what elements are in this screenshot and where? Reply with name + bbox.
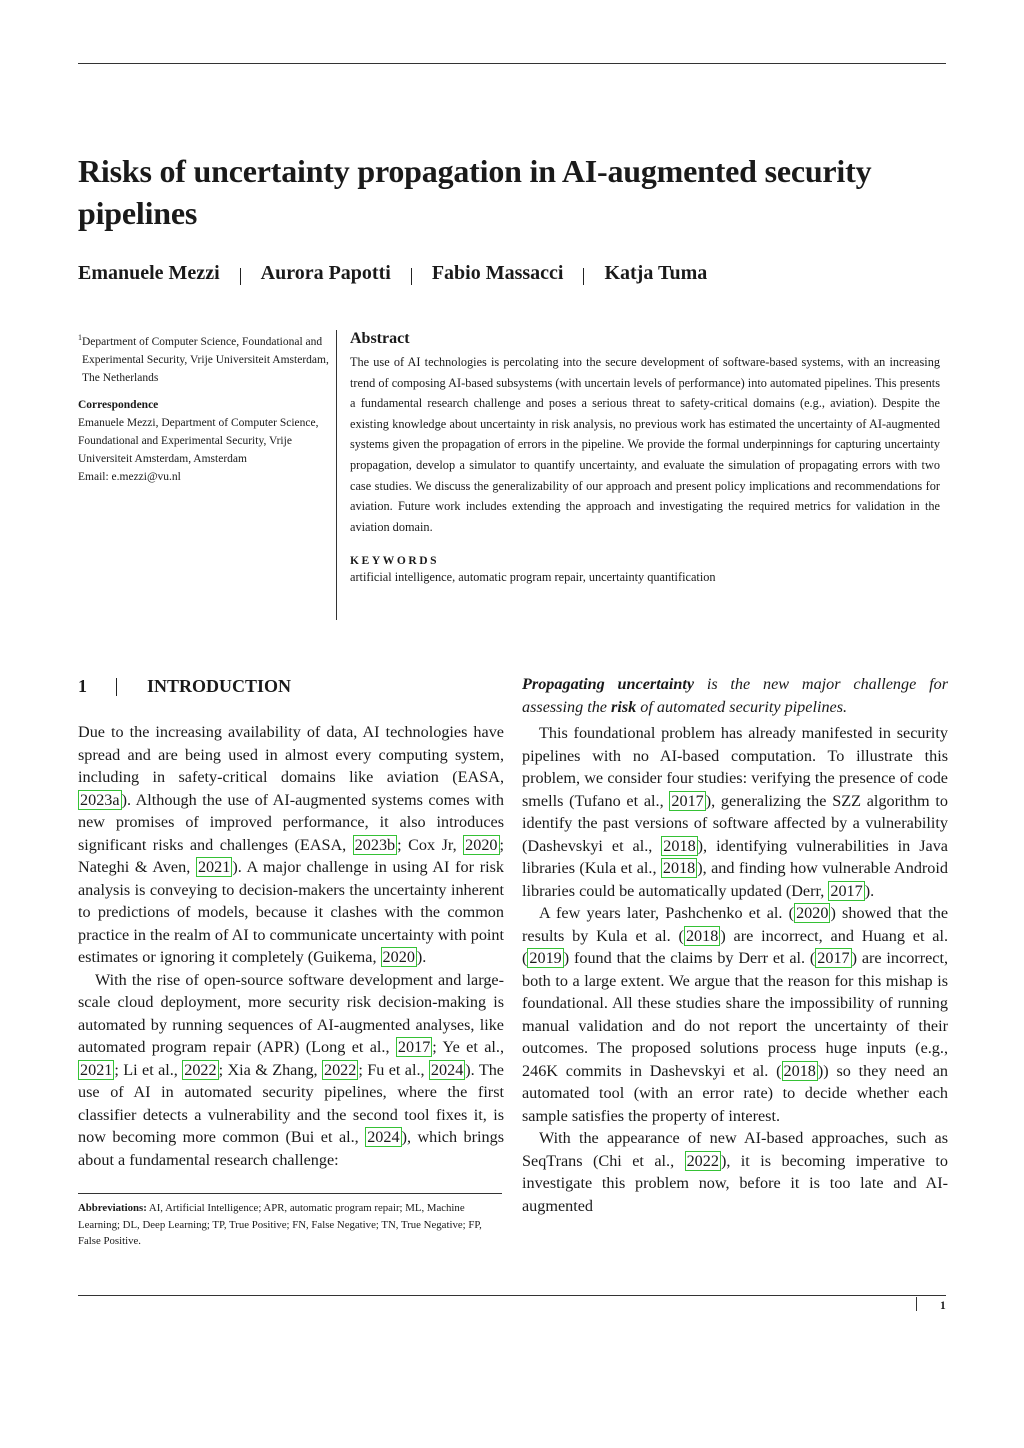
text-run: ; Li et al.,: [114, 1060, 183, 1079]
text-run: ) found that the claims by Derr et al. (: [563, 949, 816, 967]
section-number: 1: [78, 676, 87, 696]
text-run: ).: [416, 948, 427, 966]
footnote-text: AI, Artificial Intelligence; APR, automatic program repair; ML, Machine Learning; DL, Deep Learning; TP, True Positive; FN, False Negative; TN, True Negative; FP, False Positive.: [78, 1202, 482, 1247]
citation-link[interactable]: 2021: [80, 1060, 113, 1079]
page-number: 1: [940, 1300, 946, 1312]
paper-title: Risks of uncertainty propagation in AI-augmented security pipelines: [78, 153, 872, 231]
citation-link[interactable]: 2018: [663, 836, 696, 855]
citation-link[interactable]: 2021: [197, 858, 231, 876]
correspondence-text: Emanuele Mezzi, Department of Computer Science, Foundational and Experimental Security, Vrije Universiteit Amsterdam, Amsterdam: [78, 417, 319, 465]
text-run: ), it is becoming imperative to investigate this problem now, before it is too late and AI-augmented: [522, 1151, 948, 1215]
left-column: [78, 721, 504, 1171]
author-name: Aurora Papotti: [260, 262, 391, 284]
author-separator: [411, 268, 412, 285]
text-run: ; Ye et al.,: [432, 1038, 505, 1056]
header-rule: [78, 63, 946, 64]
text-run: ). Although the use of AI-augmented systems comes with new promises of improved performance, it also introduces significant risks and challenges (EASA,: [78, 790, 504, 854]
citation-link[interactable]: 2022: [686, 1151, 719, 1170]
author-separator: [583, 268, 584, 285]
callout-emphasis: risk: [611, 697, 637, 716]
text-run: of automated security pipelines.: [636, 697, 848, 716]
correspondence-email[interactable]: Email: e.mezzi@vu.nl: [78, 471, 181, 483]
citation-link[interactable]: 2024: [367, 1128, 400, 1146]
text-run: ).: [864, 881, 875, 900]
abstract-text: The use of AI technologies is percolating into the secure development of software-based systems, with an increasing trend of composing AI-based subsystems (with uncertain levels of performance) into automated pipelines. This presents a fundamental research challenge and poses a serious threat to safety-critical domains (e.g., aviation). Despite the existing knowledge about uncertainty in risk analysis, no previous work has estimated the uncertainty of AI-augmented systems given the propagation of errors in the pipeline. We provide the formal underpinnings for capturing uncertainty propagation, develop a simulator to quantify uncertainty, and evaluate the simulation of propagating errors with two case studies. We discuss the generalizability of our approach and present policy implications and recommendations for aviation. Future work includes extending the approach and investigating the required metrics for validation in the aviation domain.: [350, 355, 940, 534]
paragraph: [522, 1127, 948, 1217]
citation-link[interactable]: 2019: [529, 949, 562, 967]
text-run: ; Fu et al.,: [358, 1060, 429, 1079]
text-run: ), identifying vulnerabilities in Java libraries (Kula et al.,: [522, 836, 948, 877]
section-heading: [78, 676, 504, 697]
right-column: [522, 673, 948, 1217]
text-run: ; Cox Jr,: [397, 835, 464, 854]
citation-link[interactable]: 2024: [430, 1060, 464, 1079]
text-run: A few years later, Pashchenko et al. (: [539, 904, 795, 922]
footer-rule: [78, 1295, 946, 1296]
citation-link[interactable]: 2020: [465, 835, 498, 854]
citation-link[interactable]: 2020: [796, 904, 829, 922]
text-run: Due to the increasing availability of data, AI technologies have spread and are being used in almost every computing system, including in safety-critical domains like aviation (EASA,: [78, 723, 504, 786]
author-list: [78, 262, 978, 285]
author-name: Emanuele Mezzi: [78, 262, 220, 284]
paragraph: [78, 721, 504, 969]
citation-link[interactable]: 2017: [817, 949, 850, 967]
correspondence-heading: Correspondence: [78, 399, 159, 411]
citation-link[interactable]: 2017: [397, 1038, 431, 1056]
callout: [522, 673, 948, 718]
section-title: INTRODUCTION: [147, 676, 292, 696]
text-run: ), which brings about a fundamental research challenge:: [78, 1128, 504, 1169]
page-number-separator: [916, 1297, 917, 1311]
citation-link[interactable]: 2022: [323, 1060, 357, 1079]
text-run: ) are incorrect, and Huang et al. (: [522, 926, 949, 967]
paragraph: [522, 902, 948, 1127]
text-run: This foundational problem has already manifested in security pipelines with no AI-based computation. To illustrate this problem, we consider four studies: verifying the presence of code smells (Tufano et al.,: [522, 724, 948, 810]
citation-link[interactable]: 2020: [382, 948, 415, 966]
footnote-rule: [78, 1193, 502, 1194]
text-run: With the appearance of new AI-based approaches, such as SeqTrans (Chi et al.,: [522, 1129, 948, 1170]
text-run: ; Nateghi & Aven,: [78, 835, 504, 876]
citation-link[interactable]: 2017: [830, 881, 863, 900]
author-separator: [240, 268, 241, 285]
keywords-text: artificial intelligence, automatic program repair, uncertainty quantification: [350, 570, 716, 585]
citation-link[interactable]: 2018: [662, 859, 696, 877]
abstract-heading: Abstract: [350, 330, 410, 347]
abstract-section: [350, 330, 940, 587]
citation-link[interactable]: 2017: [671, 791, 704, 810]
footnote-label: Abbreviations:: [78, 1202, 147, 1214]
affiliation: [78, 329, 332, 387]
text-run: ) are incorrect, both to a large extent. We argue that the reason for this mishap is foundational. All these studies share the impossibility of running manual validation and do not report the uncertainty of their outcomes. The proposed solutions process huge inputs (e.g., 246K commits in Dashevskyi et al. (: [522, 949, 948, 1080]
correspondence: [78, 396, 328, 486]
citation-link[interactable]: 2023b: [354, 835, 396, 854]
text-run: ). The use of AI in automated security pipelines, where the first classifier detects a vulnerability and the second tool fixes it, is now becoming more common (Bui et al.,: [78, 1060, 504, 1146]
paragraph: [78, 969, 504, 1172]
citation-link[interactable]: 2022: [184, 1060, 217, 1079]
text-run: ), and finding how vulnerable Android libraries could be automatically updated (Derr,: [522, 859, 948, 900]
section-separator: [116, 678, 117, 696]
text-run: ), generalizing the SZZ algorithm to identify the past versions of software affected by a vulnerability (Dashevskyi et al.,: [522, 791, 948, 855]
text-run: ). A major challenge in using AI for risk analysis is conveying to decision-makers the uncertainty inherent to predictions of models, because it clashes with the common practice in the realm of AI to communicate uncertainty with point estimates or ignoring it completely (Guikema,: [78, 858, 504, 966]
keywords-heading: KEYWORDS: [350, 555, 440, 568]
affiliation-marker: 1: [78, 333, 82, 342]
text-run: With the rise of open-source software development and large-scale cloud deployment, more security risk decision-making is automated by running sequences of AI-augmented analyses, like automated program repair (APR) (Long et al.,: [78, 970, 504, 1056]
footnote: [78, 1200, 504, 1250]
text-run: ) showed that the results by Kula et al. (: [522, 904, 948, 945]
author-name: Fabio Massacci: [431, 262, 564, 284]
callout-emphasis: Propagating uncertainty: [522, 675, 695, 693]
citation-link[interactable]: 2018: [685, 926, 719, 945]
paragraph: [522, 722, 948, 902]
text-run: is the new major challenge for assessing the: [522, 675, 949, 716]
abstract-divider: [336, 330, 337, 620]
affiliation-text: Department of Computer Science, Foundational and Experimental Security, Vrije Universiteit Amsterdam, The Netherlands: [82, 335, 329, 384]
text-run: )) so they need an automated tool (with an error rate) to decide whether each sample satisfies the property of interest.: [522, 1061, 948, 1125]
text-run: ; Xia & Zhang,: [218, 1060, 322, 1079]
citation-link[interactable]: 2023a: [80, 790, 120, 809]
author-name: Katja Tuma: [604, 262, 708, 284]
citation-link[interactable]: 2018: [783, 1061, 816, 1080]
